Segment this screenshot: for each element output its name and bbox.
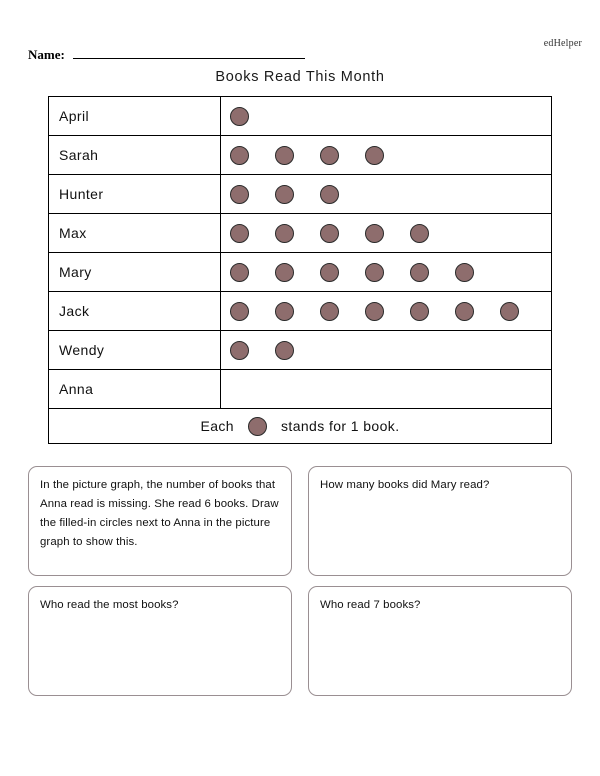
row-name-label: Sarah <box>49 136 221 174</box>
legend-suffix-label: stands for 1 book. <box>281 418 400 434</box>
book-circle-icon <box>410 263 429 282</box>
picture-graph-row <box>49 292 551 331</box>
legend-circle-icon <box>248 417 267 436</box>
book-circle-icon <box>320 263 339 282</box>
book-circle-icon <box>320 146 339 165</box>
question-text-1: In the picture graph, the number of books that Anna read is missing. She read 6 books. Draw the filled-in circles next to Anna in the picture graph to show this. <box>40 479 279 548</box>
picture-graph-row <box>49 175 551 214</box>
book-circle-icon <box>455 263 474 282</box>
picture-graph-row <box>49 331 551 370</box>
question-text-2: How many books did Mary read? <box>320 479 490 491</box>
question-box-4[interactable] <box>308 586 572 696</box>
row-name-label: Max <box>49 214 221 252</box>
book-circle-icon <box>410 302 429 321</box>
row-dots-cell[interactable] <box>221 97 551 135</box>
row-name-label: Mary <box>49 253 221 291</box>
book-circle-icon <box>275 341 294 360</box>
row-dots-cell[interactable] <box>221 175 551 213</box>
row-name-label: Wendy <box>49 331 221 369</box>
picture-graph-row <box>49 97 551 136</box>
book-circle-icon <box>320 185 339 204</box>
chart-title: Books Read This Month <box>215 69 385 85</box>
book-circle-icon <box>275 302 294 321</box>
question-box-2[interactable] <box>308 466 572 576</box>
row-name-label: Jack <box>49 292 221 330</box>
question-box-3[interactable] <box>28 586 292 696</box>
book-circle-icon <box>275 146 294 165</box>
book-circle-icon <box>230 302 249 321</box>
question-text-3: Who read the most books? <box>40 599 179 611</box>
book-circle-icon <box>410 224 429 243</box>
book-circle-icon <box>230 146 249 165</box>
book-circle-icon <box>320 224 339 243</box>
picture-graph-row <box>49 253 551 292</box>
book-circle-icon <box>230 341 249 360</box>
picture-graph-row <box>49 370 551 409</box>
row-name-label: Anna <box>49 370 221 408</box>
book-circle-icon <box>230 185 249 204</box>
row-dots-cell[interactable] <box>221 214 551 252</box>
question-grid <box>28 466 572 696</box>
name-write-in-line[interactable] <box>73 58 305 59</box>
book-circle-icon <box>365 263 384 282</box>
book-circle-icon <box>230 263 249 282</box>
legend-prefix-label: Each <box>200 418 234 434</box>
question-text-4: Who read 7 books? <box>320 599 421 611</box>
book-circle-icon <box>365 224 384 243</box>
row-dots-cell[interactable] <box>221 136 551 174</box>
picture-graph-table <box>48 96 552 444</box>
picture-graph-row <box>49 136 551 175</box>
row-dots-cell[interactable] <box>221 331 551 369</box>
row-name-label: April <box>49 97 221 135</box>
book-circle-icon <box>275 263 294 282</box>
row-dots-cell[interactable] <box>221 292 551 330</box>
row-name-label: Hunter <box>49 175 221 213</box>
name-field-row <box>28 48 305 62</box>
row-dots-cell[interactable] <box>221 253 551 291</box>
book-circle-icon <box>500 302 519 321</box>
edhelper-logo: edHelper <box>543 38 582 49</box>
book-circle-icon <box>365 302 384 321</box>
book-circle-icon <box>320 302 339 321</box>
row-dots-cell[interactable] <box>221 370 551 408</box>
book-circle-icon <box>275 185 294 204</box>
question-box-1[interactable] <box>28 466 292 576</box>
book-circle-icon <box>365 146 384 165</box>
picture-graph-rows <box>49 97 551 409</box>
book-circle-icon <box>230 224 249 243</box>
book-circle-icon <box>455 302 474 321</box>
book-circle-icon <box>230 107 249 126</box>
picture-graph-legend <box>49 409 551 443</box>
name-label: Name: <box>28 47 65 62</box>
picture-graph-row <box>49 214 551 253</box>
book-circle-icon <box>275 224 294 243</box>
